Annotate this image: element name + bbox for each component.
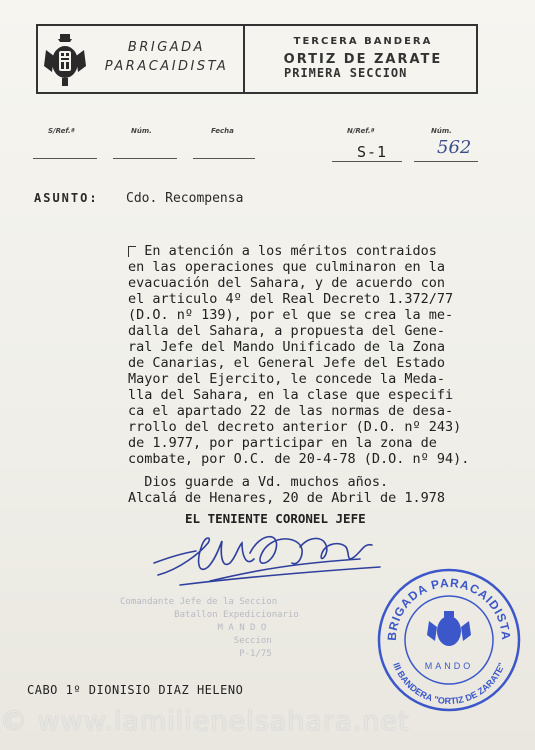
body-line: (D.O. nº 139), por el que se crea la me-	[128, 307, 454, 323]
num1-line	[113, 158, 177, 159]
recipient-name: CABO 1º DIONISIO DIAZ HELENO	[27, 683, 244, 697]
body-line: de Canarias, el General Jefe del Estado	[128, 355, 445, 371]
body-line: rrollo del decreto anterior (D.O. nº 243)	[128, 419, 462, 435]
fecha-label: Fecha	[211, 127, 234, 135]
coat-of-arms-icon	[44, 32, 86, 88]
nref-line	[332, 161, 402, 162]
bleed-through-text: Comandante Jefe de la Seccion Batallon Expedicionario M A N D O Seccion P-1/75	[120, 597, 299, 659]
unit-line-1: TERCERA BANDERA	[293, 36, 433, 47]
nref-value: S-1	[357, 143, 388, 161]
body-line: evacuación del Sahara, y de acuerdo con	[128, 275, 445, 291]
brigade-line-2: PARACAIDISTA	[104, 59, 229, 74]
body-line: En atención a los méritos contraidos	[128, 243, 437, 259]
closing-place-date: Alcalá de Henares, 20 de Abril de 1.978	[128, 490, 445, 506]
official-seal	[374, 565, 524, 715]
unit-line-3: PRIMERA SECCION	[284, 66, 408, 80]
body-line: de 1.977, por participar en la zona de	[128, 435, 437, 451]
seal-center-text: MANDO	[424, 661, 474, 671]
body-line: lla del Sahara, en la clase que especifi	[128, 387, 454, 403]
body-line: Mayor del Ejercito, le concede la Meda-	[128, 371, 445, 387]
signer-title: EL TENIENTE CORONEL JEFE	[185, 511, 366, 526]
letterhead	[36, 24, 478, 94]
watermark: © www.lamilienelsahara.net	[0, 706, 410, 737]
num1-label: Núm.	[131, 127, 152, 135]
seal-top-text: BRIGADA PARACAIDISTA	[384, 575, 514, 642]
signature	[150, 523, 410, 593]
letter-body	[128, 243, 528, 467]
letterhead-divider	[243, 26, 245, 92]
sref-label: S/Ref.ª	[48, 127, 75, 135]
sref-line	[33, 158, 97, 159]
brigade-name	[94, 38, 239, 76]
body-line: ral Jefe del Mando Unificado de la Zona	[128, 339, 445, 355]
num2-line	[414, 161, 478, 162]
body-line: ca el apartado 22 de las normas de desa-	[128, 403, 454, 419]
fecha-line	[193, 158, 255, 159]
body-line: combate, por O.C. de 20-4-78 (D.O. nº 94).	[128, 451, 470, 467]
unit-name	[250, 36, 476, 80]
subject-label: ASUNTO:	[34, 191, 99, 205]
body-line: dalla del Sahara, a propuesta del Gene-	[128, 323, 445, 339]
num2-value: 562	[437, 137, 472, 158]
nref-label: N/Ref.ª	[347, 127, 375, 135]
body-line: en las operaciones que culminaron en la	[128, 259, 445, 275]
closing-greeting: Dios guarde a Vd. muchos años.	[128, 474, 389, 490]
brigade-line-1: BRIGADA	[127, 40, 206, 55]
subject-value: Cdo. Recompensa	[126, 191, 244, 206]
seal-bottom-text: III BANDERA "ORTIZ DE ZARATE"	[391, 661, 507, 707]
body-line: el articulo 4º del Real Decreto 1.372/77	[128, 291, 454, 307]
num2-label: Núm.	[431, 127, 452, 135]
unit-line-2: ORTIZ DE ZARATE	[283, 52, 443, 67]
